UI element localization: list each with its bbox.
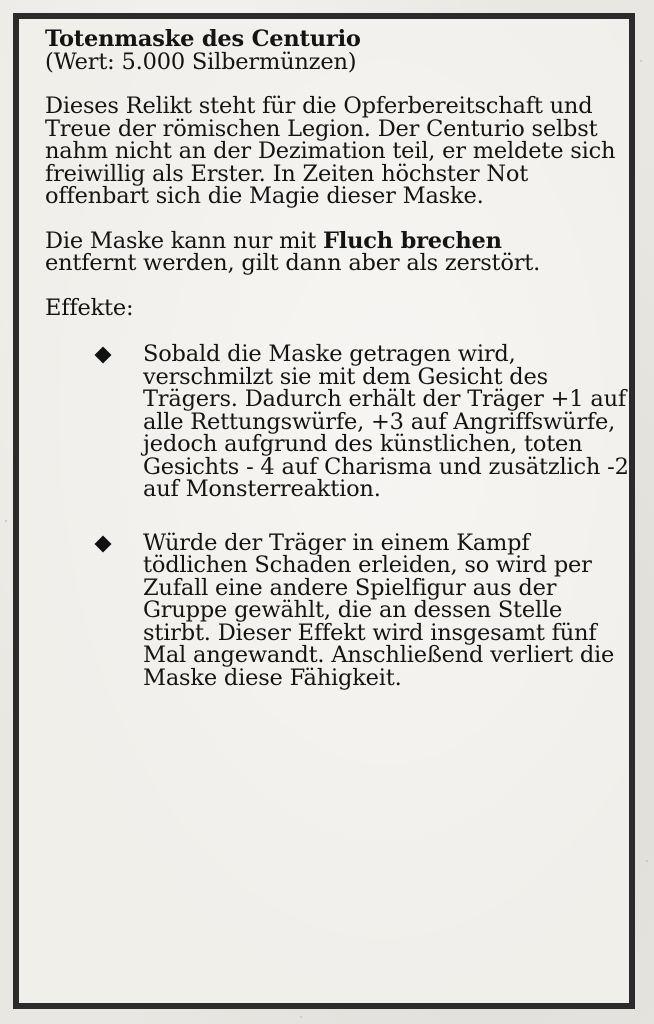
effects-list [45, 343, 630, 689]
diamond-bullet-icon [95, 347, 112, 364]
item-value: (Wert: 5.000 Silbermünzen) [45, 48, 357, 75]
effect-text: Sobald die Maske getragen wird, verschmilzt sie mit dem Gesicht des Trägers. Dadurch erhält der Träger +1 auf alle Rettungswürfe, +3 auf Angriffswürfe, jedoch aufgrund des künstlichen, toten Gesichts - 4 auf Charisma und zusätzlich -2 auf Monsterreaktion. [143, 341, 629, 502]
removal-suffix: entfernt werden, gilt dann aber als zerstört. [45, 250, 541, 276]
diamond-bullet-icon [95, 535, 112, 552]
paper-speck [5, 520, 7, 522]
removal-note [45, 227, 605, 276]
effect-item [45, 529, 630, 691]
paper-speck [300, 1016, 302, 1018]
item-description: Dieses Relikt steht für die Opferbereitschaft und Treue der römischen Legion. Der Centurio selbst nahm nicht an der Dezimation teil, er meldete sich freiwillig als Erster. In Zeiten höchster Not offenbart sich die Magie dieser Maske. [45, 93, 616, 209]
paper-speck [640, 60, 642, 62]
removal-spell-name: Fluch brechen [323, 227, 502, 254]
card-content [45, 28, 630, 689]
paper-speck [646, 860, 648, 862]
item-title: Totenmaske des Centurio [45, 26, 361, 52]
effect-text: Würde der Träger in einem Kampf tödlichen Schaden erleiden, so wird per Zufall eine andere Spielfigur aus der Gruppe gewählt, die an dessen Stelle stirbt. Dieser Effekt wird insgesamt fünf Mal angewandt. Anschließend verliert die Maske diese Fähigkeit. [143, 529, 615, 691]
effects-heading: Effekte: [45, 294, 134, 321]
effect-item [45, 343, 630, 501]
removal-prefix: Die Maske kann nur mit [45, 227, 324, 254]
